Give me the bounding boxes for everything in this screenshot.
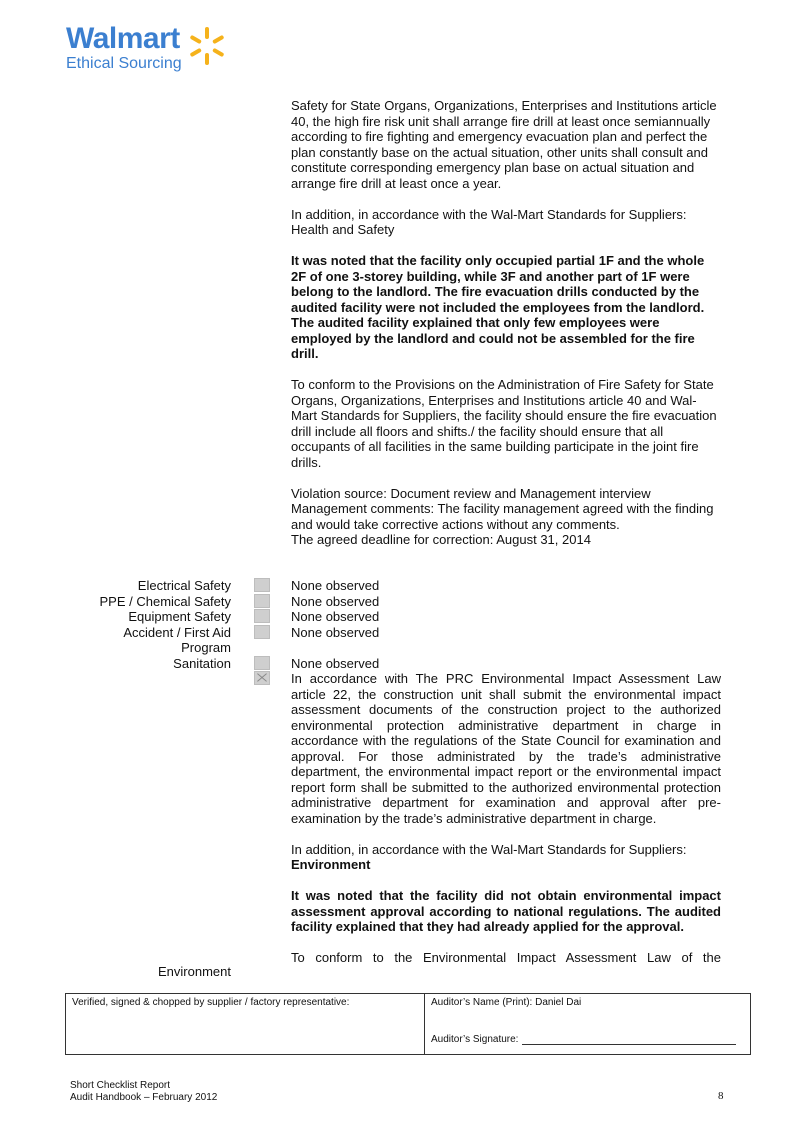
signature-box — [65, 993, 751, 1055]
value-ppe-chemical-safety: None observed — [291, 593, 380, 609]
walmart-logo — [66, 24, 182, 73]
env-standards-intro: In addition, in accordance with the Wal-Mart Standards for Suppliers: — [291, 841, 687, 857]
correction-deadline: The agreed deadline for correction: August 31, 2014 — [291, 532, 591, 547]
fire-drill-finding-section — [291, 98, 721, 548]
label-environment: Environment — [158, 964, 231, 979]
value-sanitation: None observed — [291, 655, 380, 671]
auditor-cell — [425, 994, 750, 1054]
signature-line — [522, 1034, 736, 1045]
environment-finding-section — [291, 671, 721, 966]
value-electrical-safety: None observed — [291, 578, 380, 593]
conform-paragraph: To conform to the Provisions on the Administration of Fire Safety for State Organs, Organizations, Enterprises and Institutions article 40 and Wal-Mart Standards for Suppliers, the facility should ensure the fire evacuation drill include all floors and shifts./ the facility should ensure that all occupants of all facilities in the same building participate in the joint fire drills. — [291, 377, 717, 470]
management-comments: Management comments: The facility management agreed with the finding and would take corrective actions without any comments. — [291, 501, 714, 532]
value-accident-first-aid: None observed — [291, 624, 380, 640]
auditor-name: Auditor’s Name (Print): Daniel Dai — [431, 997, 582, 1008]
label-equipment-safety: Equipment Safety — [128, 609, 231, 624]
page-footer — [70, 1080, 217, 1104]
footer-handbook: Audit Handbook – February 2012 — [70, 1092, 218, 1103]
checkbox-sanitation[interactable] — [254, 656, 270, 670]
label-electrical-safety: Electrical Safety — [137, 578, 231, 593]
finding-paragraph: It was noted that the facility only occupied partial 1F and the whole 2F of one 3-storey building, while 3F and another part of 1F were belong to the landlord. The fire evacuation drills conducted by the audited facility were not included the employees from the landlord. The audited facility explained that only few employees were employed by the landlord and could not be assembled for the fire drill. — [291, 253, 705, 361]
checkbox-ppe-chemical-safety[interactable] — [254, 594, 270, 608]
checkbox-environment-checked[interactable] — [254, 671, 270, 685]
footer-report-title: Short Checklist Report — [70, 1080, 171, 1091]
page-number: 8 — [718, 1090, 724, 1102]
logo-wordmark: Walmart — [66, 22, 180, 55]
standards-paragraph: In addition, in accordance with the Wal-Mart Standards for Suppliers: Health and Safety — [291, 206, 687, 237]
checkbox-electrical-safety[interactable] — [254, 578, 270, 592]
auditor-signature-label: Auditor’s Signature: — [431, 1034, 519, 1045]
auditor-signature-row — [431, 1034, 744, 1045]
checkbox-equipment-safety[interactable] — [254, 609, 270, 623]
checkbox-accident-first-aid[interactable] — [254, 625, 270, 639]
spark-icon — [185, 24, 229, 68]
env-standards-category: Environment — [291, 857, 371, 872]
label-sanitation: Sanitation — [173, 655, 231, 671]
env-standards-paragraph — [291, 842, 721, 873]
supplier-verification-label: Verified, signed & chopped by supplier / factory representative: — [72, 997, 350, 1008]
env-regulation-paragraph: In accordance with The PRC Environmental Impact Assessment Law article 22, the construction unit shall submit the environmental impact assessment documents of the construction project to the authorized environmental protection administrative department in charge in accordance with the regulations of the State Council for examination and approval. For those administrated by the trade’s administrative department, the environmental impact report or the environmental impact report form shall be submitted to the authorized environmental protection administrative department for examination and approval after pre-examination by the trade’s administrative department in charge. — [291, 671, 721, 826]
logo-subtitle: Ethical Sourcing — [66, 55, 182, 72]
env-finding-paragraph: It was noted that the facility did not obtain environmental impact assessment approval according to national regulations. The audited facility explained that they had already applied for the approval. — [291, 888, 721, 934]
label-accident-first-aid: Accident / First Aid Program — [123, 624, 231, 655]
value-equipment-safety: None observed — [291, 609, 380, 624]
env-conform-start: To conform to the Environmental Impact Assessment Law of the — [291, 950, 721, 965]
regulation-paragraph: Safety for State Organs, Organizations, Enterprises and Institutions article 40, the high fire risk unit shall arrange fire drill at least once semiannually according to fire fighting and emergency evacuation plan and perfect the plan constantly base on the actual situation, other units shall consult and constitute corresponding emergency plan base on actual situation and arrange fire drill at least once a year. — [291, 98, 717, 191]
supplier-verification-cell — [66, 994, 425, 1054]
label-ppe-chemical-safety: PPE / Chemical Safety — [99, 593, 231, 609]
violation-source: Violation source: Document review and Management interview — [291, 485, 651, 501]
